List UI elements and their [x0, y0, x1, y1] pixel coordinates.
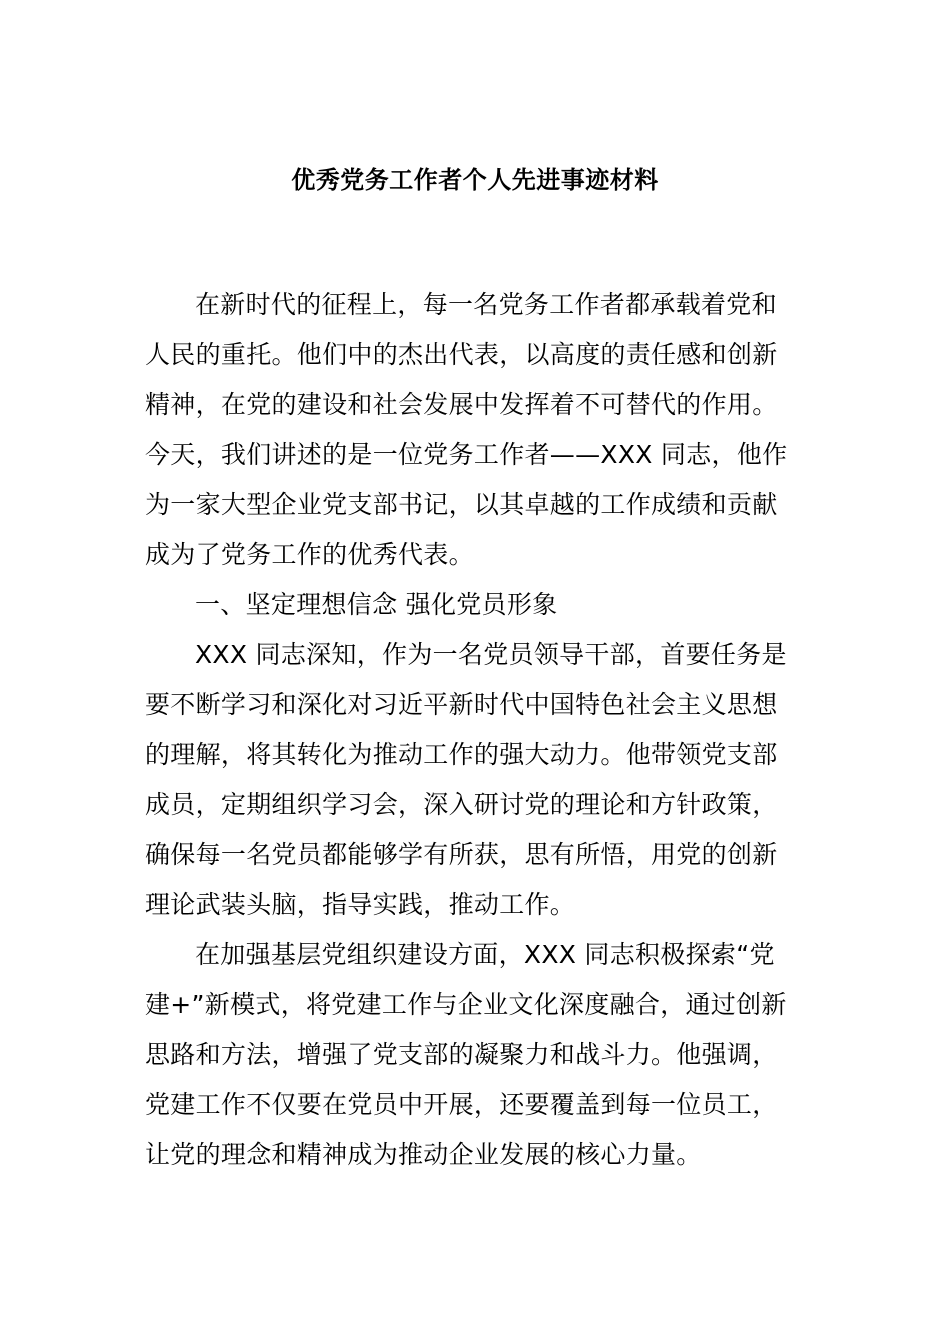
text-line: 今天，我们讲述的是一位党务工作者——XXX 同志，他作 — [145, 440, 788, 469]
text-line: 确保每一名党员都能够学有所获，思有所悟，用党的创新 — [145, 840, 778, 869]
text-line: 精神，在党的建设和社会发展中发挥着不可替代的作用。 — [145, 390, 778, 419]
text-line: 在加强基层党组织建设方面，XXX 同志积极探索“党 — [195, 940, 775, 969]
text-line: 在新时代的征程上，每一名党务工作者都承载着党和 — [195, 290, 777, 319]
text-line: 思路和方法，增强了党支部的凝聚力和战斗力。他强调， — [145, 1040, 778, 1069]
text-line: XXX 同志深知，作为一名党员领导干部，首要任务是 — [195, 640, 787, 669]
section-heading — [145, 580, 809, 630]
text-line: 成员，定期组织学习会，深入研讨党的理论和方针政策， — [145, 790, 778, 819]
text-line: 的理解，将其转化为推动工作的强大动力。他带领党支部 — [145, 740, 778, 769]
document-body — [145, 280, 809, 1180]
text-line: 人民的重托。他们中的杰出代表，以高度的责任感和创新 — [145, 340, 778, 369]
text-line: 让党的理念和精神成为推动企业发展的核心力量。 — [145, 1140, 702, 1169]
paragraph-intro — [145, 280, 809, 580]
paragraph-organization — [145, 930, 809, 1180]
text-line: 要不断学习和深化对习近平新时代中国特色社会主义思想 — [145, 690, 778, 719]
text-line: 一、坚定理想信念 强化党员形象 — [195, 590, 558, 619]
text-line: 成为了党务工作的优秀代表。 — [145, 540, 474, 569]
document-title: 优秀党务工作者个人先进事迹材料 — [291, 166, 659, 194]
paragraph-study — [145, 630, 809, 930]
text-line: 党建工作不仅要在党员中开展，还要覆盖到每一位员工， — [145, 1090, 778, 1119]
text-line: 为一家大型企业党支部书记，以其卓越的工作成绩和贡献 — [145, 490, 778, 519]
text-line: 理论武装头脑，指导实践，推动工作。 — [145, 890, 576, 919]
text-line: 建+”新模式，将党建工作与企业文化深度融合，通过创新 — [145, 990, 787, 1019]
